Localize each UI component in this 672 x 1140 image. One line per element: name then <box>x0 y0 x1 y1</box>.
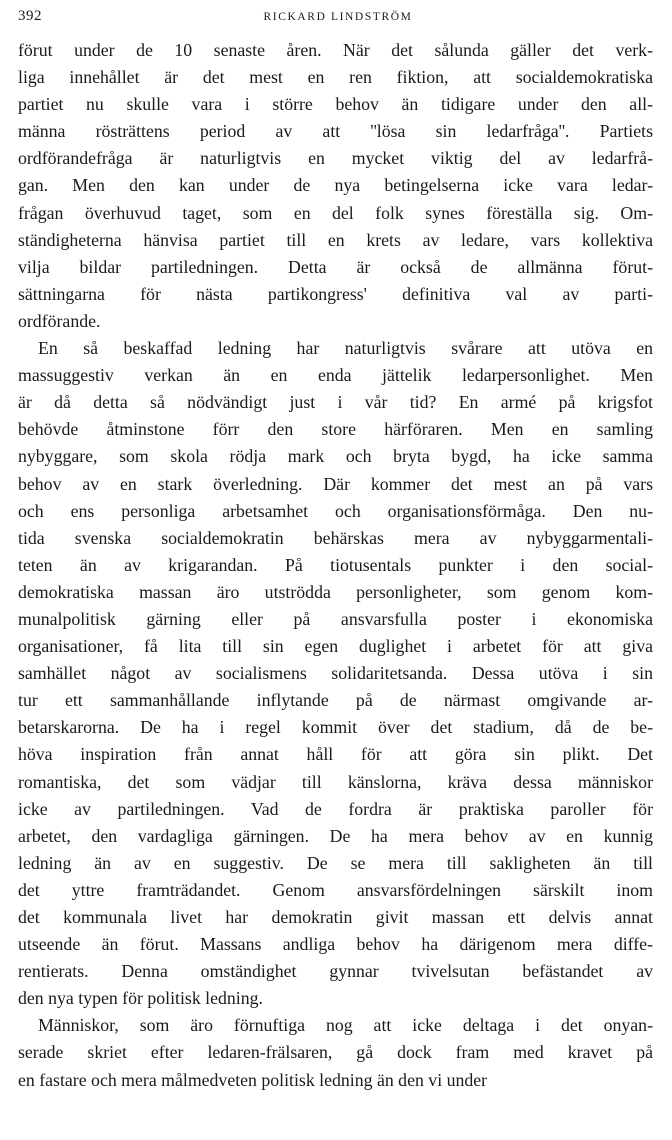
text-line: och ens personliga arbetsamhet och organisationsförmåga. Den nu- <box>18 500 653 521</box>
text-line: massuggestiv verkan än en enda jättelik ledarpersonlighet. Men <box>18 365 653 386</box>
text-line: Människor, som äro förnuftiga nog att icke deltaga i det onyan- <box>38 1015 653 1036</box>
text-line: organisationer, få lita till sin egen duglighet i arbetet för att giva <box>18 636 653 657</box>
text-line: ordförande. <box>18 310 101 331</box>
text-line: tida svenska socialdemokratin behärskas mera av nybyggarmentali- <box>18 527 653 548</box>
text-line: vilja bildar partiledningen. Detta är också de allmänna förut- <box>18 256 653 277</box>
text-line: tur ett sammanhållande inflytande på de närmast omgivande ar- <box>18 690 653 711</box>
text-line: teten än av krigarandan. På tiotusentals punkter i den social- <box>18 554 653 575</box>
page-header <box>18 8 658 28</box>
text-line: behövde åtminstone förr den store härföraren. Men en samling <box>18 419 653 440</box>
text-line: En så beskaffad ledning har naturligtvis svårare att utöva en <box>38 338 653 359</box>
paragraph <box>18 37 653 335</box>
text-line: demokratiska massan äro utströdda personligheter, som genom kom- <box>18 581 653 602</box>
text-line: gan. Men den kan under de nya betingelserna icke vara ledar- <box>18 175 653 196</box>
text-line: romantiska, det som vädjar till känslorna, kräva dessa människor <box>18 771 653 792</box>
page-number: 392 <box>18 8 42 24</box>
text-line: liga innehållet är det mest en ren fiktion, att socialdemokratiska <box>18 67 653 88</box>
text-line: serade skriet efter ledaren-frälsaren, gå dock fram med kravet på <box>18 1042 653 1063</box>
text-line: ständigheterna hänvisa partiet till en krets av ledare, vars kollektiva <box>18 229 653 250</box>
text-line: frågan överhuvud taget, som en del folk synes föreställa sig. Om- <box>18 202 653 223</box>
text-line: är då detta så nödvändigt just i vår tid? En armé på krigsfot <box>18 392 653 413</box>
paragraph <box>18 1012 653 1093</box>
text-line: förut under de 10 senaste åren. När det sålunda gäller det verk- <box>18 40 653 60</box>
text-line: en fastare och mera målmedveten politisk ledning än den vi under <box>18 1069 488 1090</box>
text-line: höva inspiration från annat håll för att göra sin plikt. Det <box>18 744 653 765</box>
text-line: den nya typen för politisk ledning. <box>18 988 263 1009</box>
text-line: det yttre framträdandet. Genom ansvarsfördelningen särskilt inom <box>18 879 653 900</box>
text-line: ledning än av en suggestiv. De se mera till sakligheten än till <box>18 852 653 873</box>
text-line: ordförandefråga är naturligtvis en mycket viktig del av ledarfrå- <box>18 148 653 169</box>
text-line: samhället något av socialismens solidaritetsanda. Dessa utöva i sin <box>18 663 653 684</box>
text-line: partiet nu skulle vara i större behov än tidigare under den all- <box>18 94 653 115</box>
running-head: RICKARD LINDSTRÖM <box>263 11 413 23</box>
text-line: nybyggare, som skola rödja mark och bryta bygd, ha icke samma <box>18 446 653 467</box>
text-line: munalpolitisk gärning eller på ansvarsfulla poster i ekonomiska <box>18 608 653 629</box>
text-line: sättningarna för nästa partikongress' definitiva val av parti- <box>18 283 653 304</box>
text-line: männa rösträttens period av att ''lösa sin ledarfråga''. Partiets <box>18 121 653 142</box>
text-line: rentierats. Denna omständighet gynnar tvivelsutan befästandet av <box>18 961 653 982</box>
text-line: arbetet, den vardagliga gärningen. De ha mera behov av en kunnig <box>18 825 653 846</box>
text-line: betarskarorna. De ha i regel kommit över det stadium, då de be- <box>18 717 653 738</box>
text-line: behov av en stark överledning. Där kommer det mest an på vars <box>18 473 653 494</box>
body-text <box>18 37 653 1094</box>
text-line: det kommunala livet har demokratin givit massan ett delvis annat <box>18 907 653 927</box>
paragraph <box>18 335 653 1012</box>
text-line: icke av partiledningen. Vad de fordra är praktiska paroller för <box>18 798 653 819</box>
text-line: utseende än förut. Massans andliga behov ha därigenom mera diffe- <box>18 934 653 955</box>
